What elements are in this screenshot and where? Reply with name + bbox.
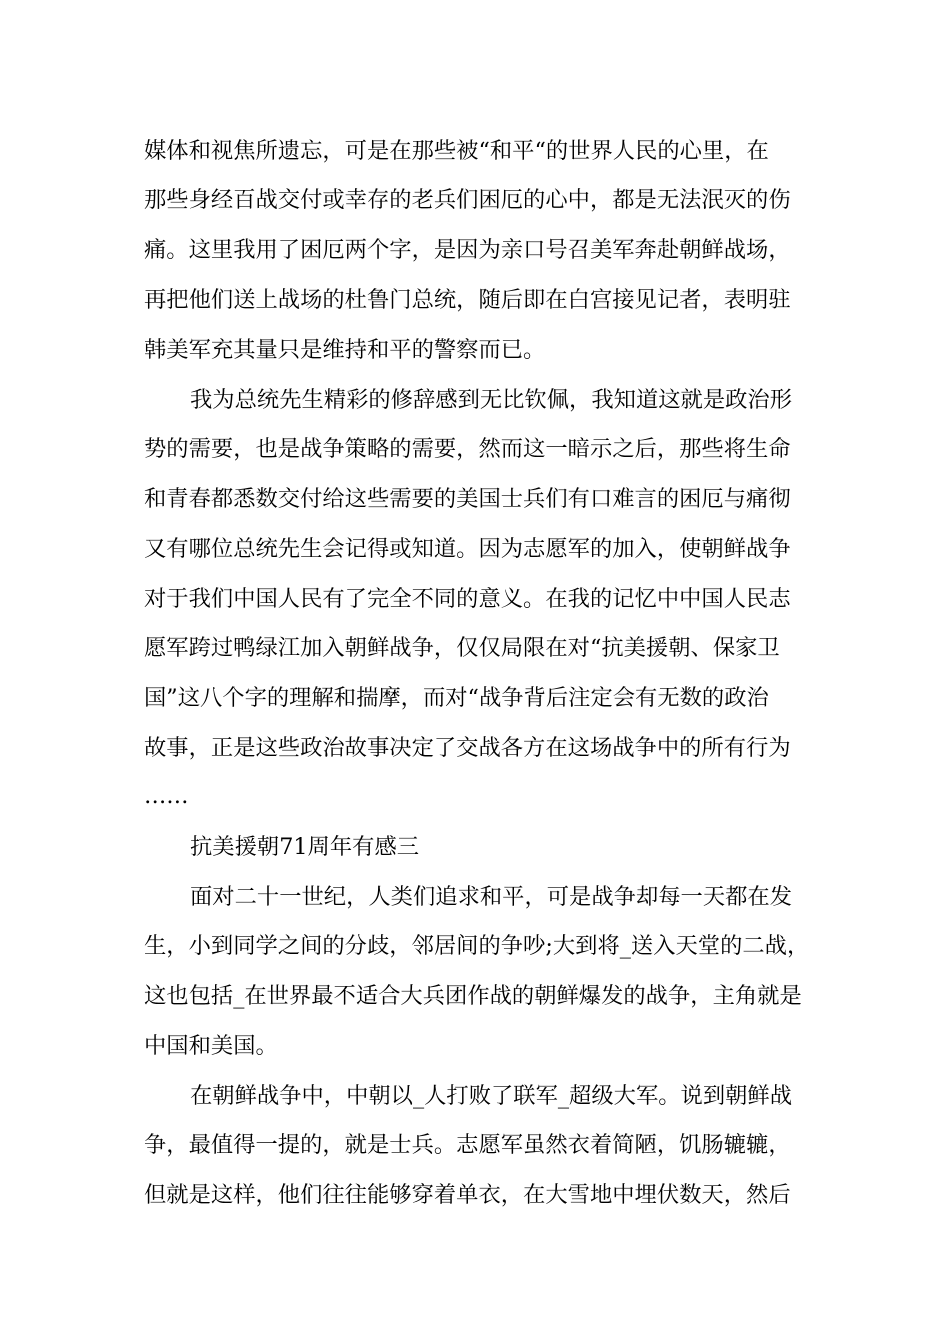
text-line: 再把他们送上战场的杜鲁门总统，随后即在白宫接见记者，表明驻 [144,287,791,313]
text-line: 中国和美国。 [144,1033,278,1059]
text-line: 愿军跨过鸭绿江加入朝鲜战争，仅仅局限在对“抗美援朝、保家卫 [144,635,780,661]
text-line: 势的需要，也是战争策略的需要，然而这一暗示之后，那些将生命 [144,436,791,462]
text-line: 痛。这里我用了困厄两个字，是因为亲口号召美军奔赴朝鲜战场， [144,237,791,263]
text-line: 和青春都悉数交付给这些需要的美国士兵们有口难言的困厄与痛彻 [144,486,791,512]
text-line: 国”这八个字的理解和揣摩，而对“战争背后注定会有无数的政治 [144,685,769,711]
text-line: 对于我们中国人民有了完全不同的意义。在我的记忆中中国人民志 [144,586,791,612]
text-line: 又有哪位总统先生会记得或知道。因为志愿军的加入，使朝鲜战争 [144,536,791,562]
text-line: 但就是这样，他们往往能够穿着单衣，在大雪地中埋伏数天，然后 [144,1182,791,1208]
text-line: 故事，正是这些政治故事决定了交战各方在这场战争中的所有行为 [144,735,791,761]
text-line: 韩美军充其量只是维持和平的警察而已。 [144,337,546,363]
text-line: 面对二十一世纪，人类们追求和平，可是战争却每一天都在发 [190,884,793,910]
text-line: 媒体和视焦所遗忘，可是在那些被“和平“的世界人民的心里，在 [144,138,769,164]
text-line: …… [144,783,189,809]
section-heading: 抗美援朝71周年有感三 [190,834,420,860]
text-line: 在朝鲜战争中，中朝以_人打败了联军_超级大军。说到朝鲜战 [190,1083,793,1109]
text-line: 这也包括_在世界最不适合大兵团作战的朝鲜爆发的战争，主角就是 [144,983,802,1009]
text-line: 我为总统先生精彩的修辞感到无比钦佩，我知道这就是政治形 [190,387,793,413]
text-line: 那些身经百战交付或幸存的老兵们困厄的心中，都是无法泯灭的伤 [144,187,791,213]
text-line: 生，小到同学之间的分歧，邻居间的争吵;大到将_送入天堂的二战， [144,933,810,959]
text-line: 争，最值得一提的，就是士兵。志愿军虽然衣着简陋，饥肠辘辘， [144,1132,791,1158]
